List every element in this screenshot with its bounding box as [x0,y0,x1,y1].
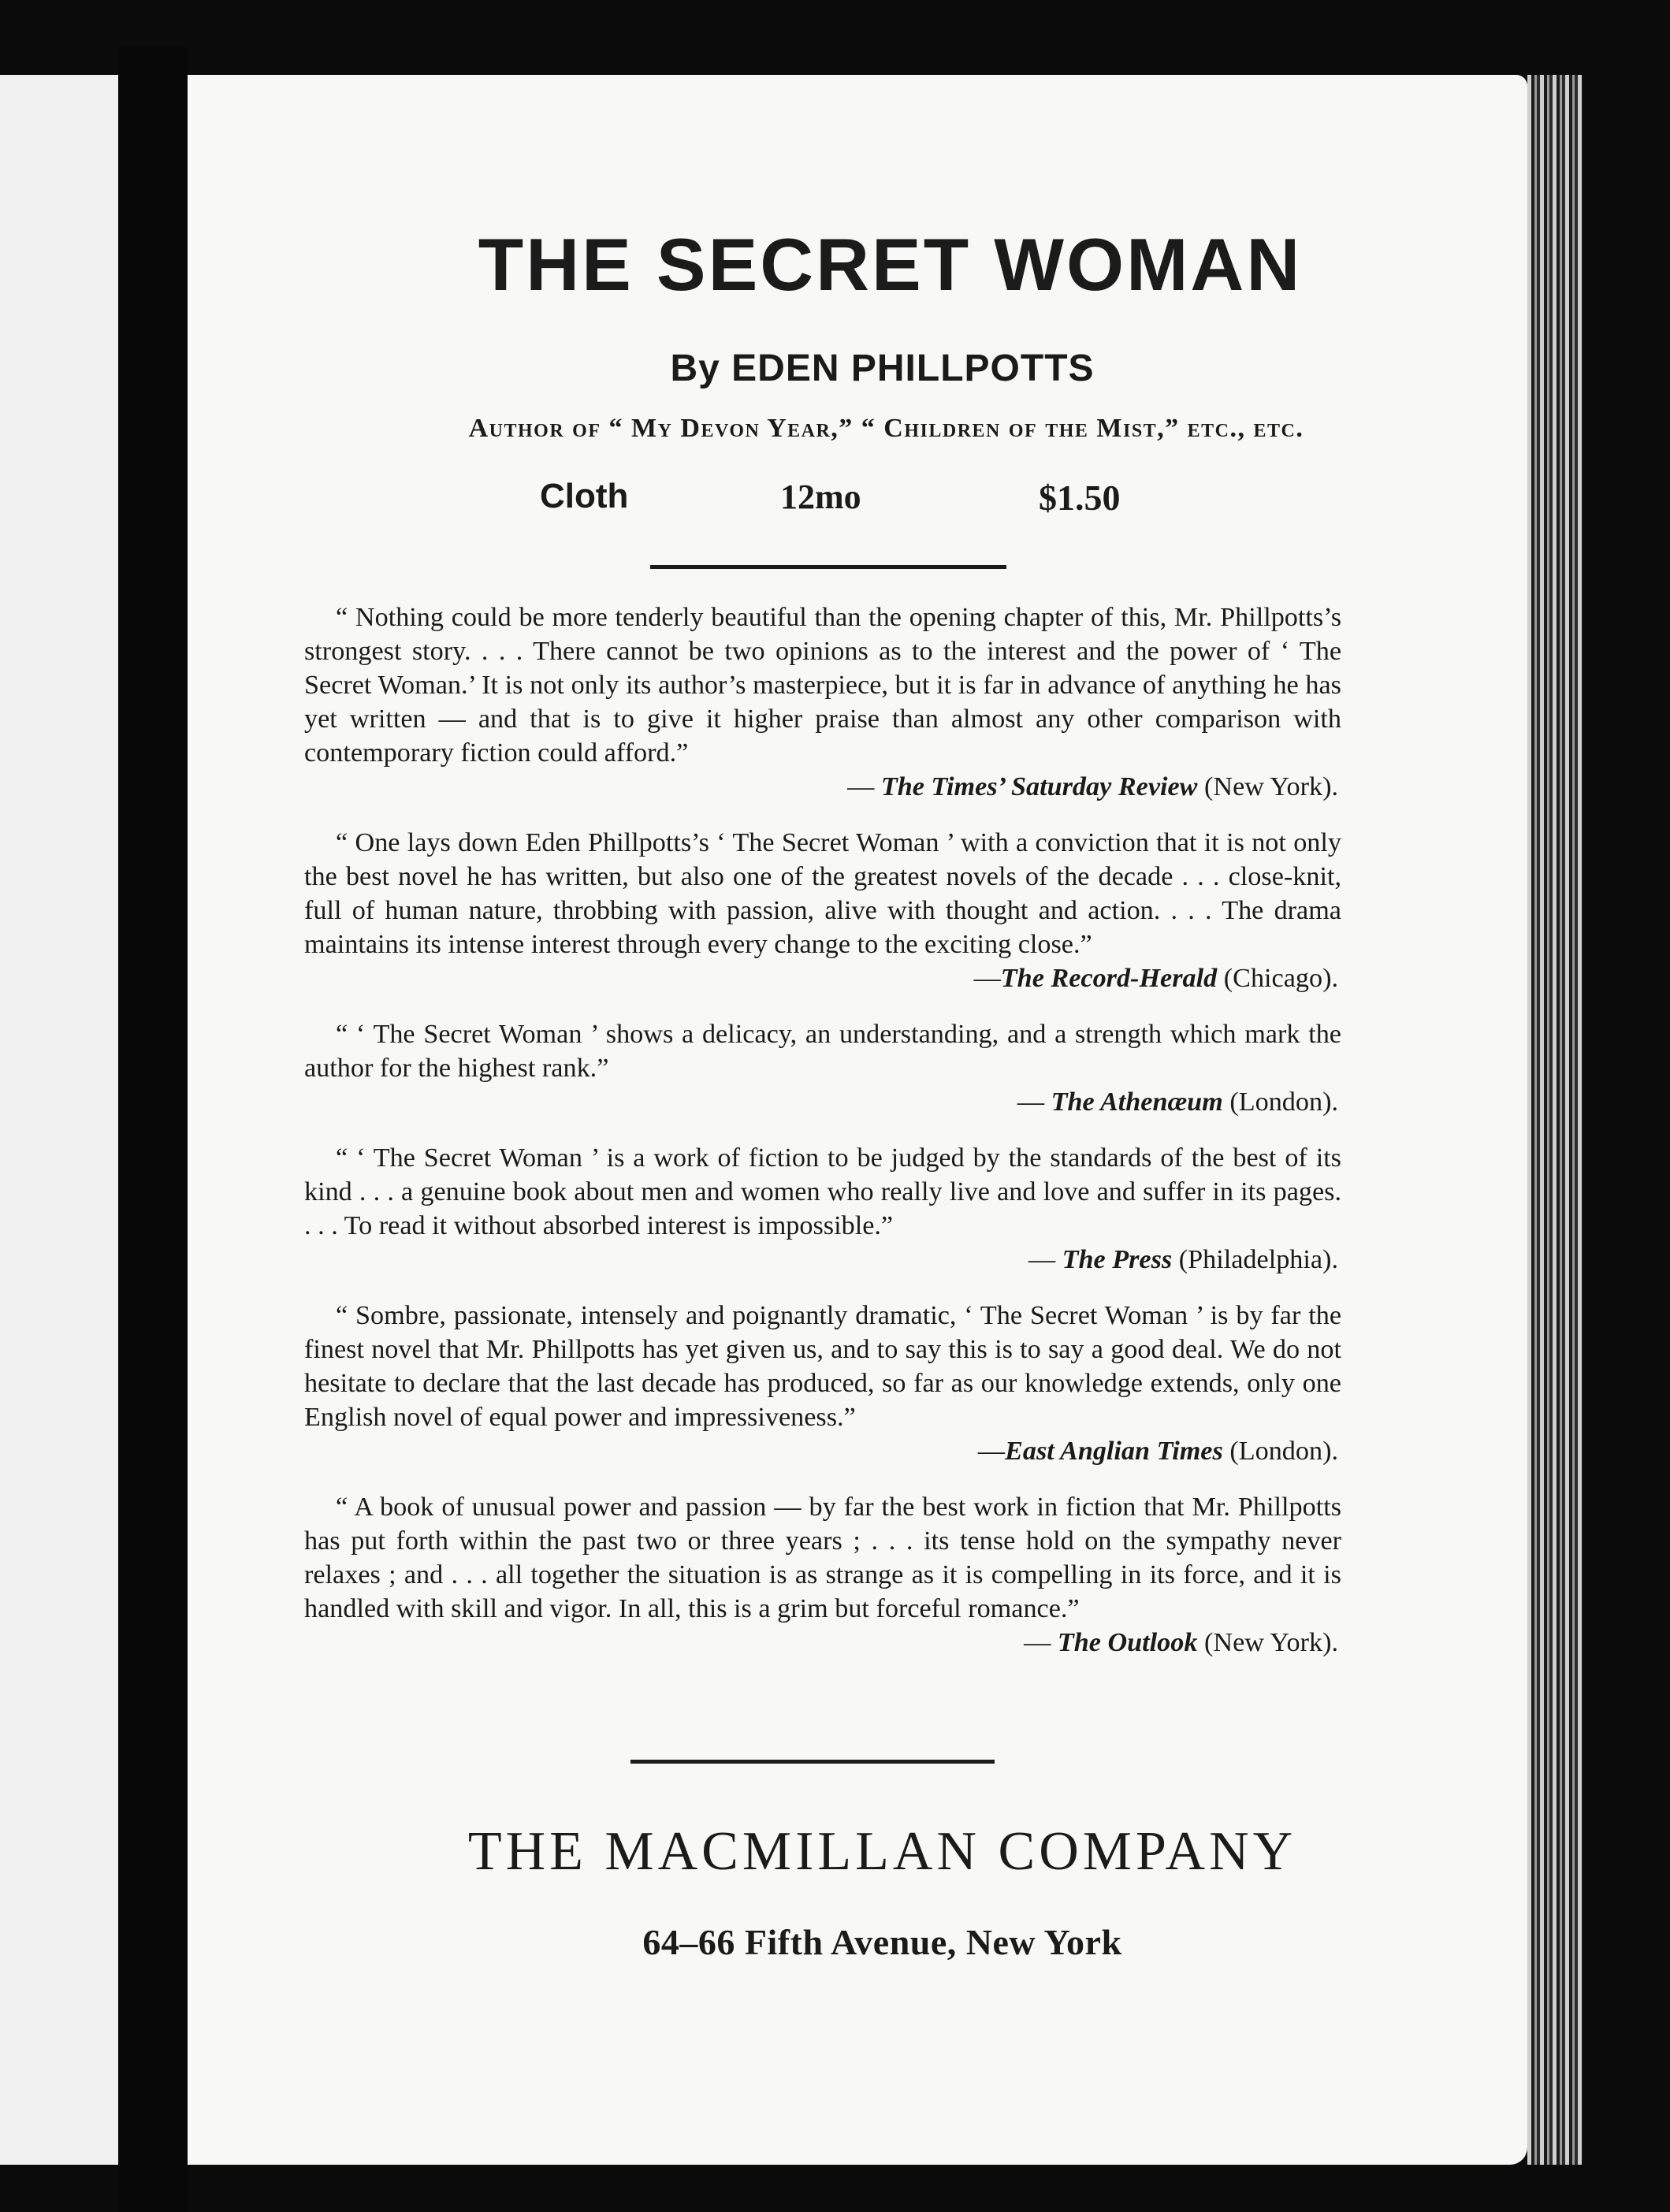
reviews-section [304,600,1341,1682]
review-source [304,1085,1341,1119]
source-place: (London). [1222,1437,1338,1466]
review [304,1299,1341,1468]
divider-rule [630,1760,995,1764]
book-title: THE SECRET WOMAN [478,223,1303,306]
source-place: (London). [1222,1087,1338,1117]
review-quote: “ Nothing could be more tenderly beautiful than the opening chapter of this, Mr. Phillpotts’s strongest story. . . . There cannot be two opinions as to the interest and the power of ‘ The Secret Woman.’ It is not only its author’s masterpiece, but it is far in advance of anything he has yet written — and that is to give it higher praise than almost any other comparison with contemporary fiction could afford.” [304,603,1341,768]
source-name: The Athenæum [1051,1087,1223,1117]
review-quote: “ A book of unusual power and passion — by far the best work in fiction that Mr. Phillpotts has put forth within the past two or three years ; . . . its tense hold on the sympathy never relaxes ; and . . . all together the situation is as strange as it is compelling in its force, and it is handled with skill and vigor. In all, this is a grim but forceful romance.” [304,1493,1341,1623]
source-dash: — [847,772,881,801]
divider-rule [650,565,1006,569]
source-name: The Outlook [1057,1628,1198,1657]
review [304,826,1341,995]
author-credits: Author of “ My Devon Year,” “ Children of the Mist,” etc., etc. [468,414,1304,443]
review-source [304,961,1341,995]
review-quote: “ ‘ The Secret Woman ’ shows a delicacy, an understanding, and a strength which mark the author for the highest rank.” [304,1020,1341,1083]
source-name: The Press [1062,1245,1173,1274]
source-place: (Philadelphia). [1172,1245,1338,1274]
price-label: $1.50 [1039,478,1121,518]
source-name: East Anglian Times [1005,1437,1223,1466]
review-quote: “ Sombre, passionate, intensely and poignantly dramatic, ‘ The Secret Woman ’ is by far the finest novel that Mr. Phillpotts has yet given us, and to say this is to say a good deal. We do not hesitate to declare that the last decade has produced, so far as our knowledge extends, only one English novel of equal power and impressiveness.” [304,1301,1341,1432]
publisher-address: 64–66 Fifth Avenue, New York [642,1922,1122,1962]
source-dash: — [1024,1628,1058,1657]
source-dash: — [973,964,1001,993]
source-name: The Record-Herald [1000,964,1218,993]
review-quote: “ One lays down Eden Phillpotts’s ‘ The Secret Woman ’ with a conviction that it is not only the best novel he has written, but also one of the greatest novels of the decade . . . close-knit, full of human nature, throbbing with passion, alive with thought and action. . . . The drama maintains its intense interest through every change to the exciting close.” [304,828,1341,959]
review [304,1141,1341,1277]
review [304,1017,1341,1119]
review-source [304,1626,1341,1660]
source-dash: — [1017,1087,1051,1117]
source-place: (New York). [1197,772,1338,801]
source-dash: — [977,1437,1006,1466]
binding-label: Cloth [540,477,629,515]
pricing-row [0,477,1670,524]
byline: By EDEN PHILLPOTTS [670,348,1095,389]
review-source [304,1434,1341,1468]
review [304,1490,1341,1660]
source-name: The Times’ Saturday Review [880,772,1198,801]
source-dash: — [1028,1245,1062,1274]
publisher-name: THE MACMILLAN COMPANY [467,1821,1297,1882]
review-quote: “ ‘ The Secret Woman ’ is a work of fiction to be judged by the standards of the best of its kind . . . a genuine book about men and women who really live and love and suffer in its pages. . . . To read it without absorbed interest is impossible.” [304,1143,1341,1240]
review-source [304,1243,1341,1277]
format-label: 12mo [780,478,861,516]
review [304,600,1341,804]
review-source [304,770,1341,804]
source-place: (Chicago). [1217,964,1338,993]
source-place: (New York). [1197,1628,1338,1657]
